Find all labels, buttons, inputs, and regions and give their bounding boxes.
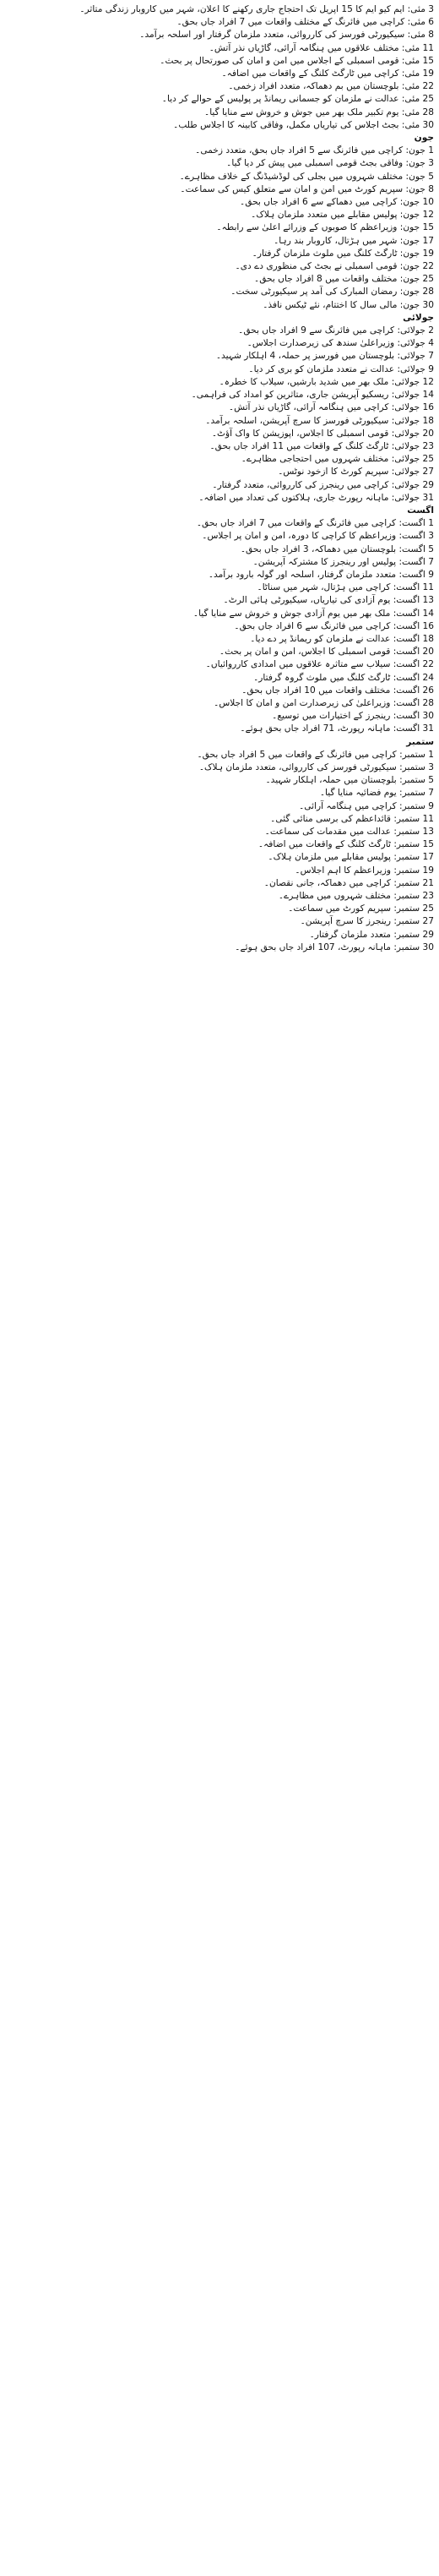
chronology-entry: 25 ستمبر: سپریم کورٹ میں سماعت۔ (288, 903, 434, 914)
month-heading: اگست (407, 505, 434, 516)
chronology-entry: 10 جون: کراچی میں دھماکے سے 6 افراد جاں بحق۔ (240, 197, 434, 208)
chronology-entry: 12 جون: پولیس مقابلے میں متعدد ملزمان ہلاک۔ (251, 210, 434, 221)
chronology-entry: 22 جون: قومی اسمبلی نے بجٹ کی منظوری دے دی۔ (235, 261, 434, 272)
chronology-entry: 11 مئی: مختلف علاقوں میں ہنگامہ آرائی، گاڑیاں نذر آتش۔ (209, 42, 434, 53)
chronology-entry: 20 اگست: قومی اسمبلی کا اجلاس، امن و امان پر بحث۔ (219, 647, 434, 658)
chronology-entry: 19 ستمبر: وزیراعظم کا اہم اجلاس۔ (295, 865, 434, 876)
month-heading: جون (414, 133, 434, 144)
chronology-entry: 26 اگست: مختلف واقعات میں 10 افراد جاں بحق۔ (241, 685, 434, 696)
chronology-entry: 20 جولائی: قومی اسمبلی کا اجلاس، اپوزیشن کا واک آؤٹ۔ (211, 428, 434, 439)
chronology-entry: 23 جولائی: ٹارگٹ کلنگ کے واقعات میں 11 افراد جاں بحق۔ (209, 440, 434, 451)
chronology-entry: 3 اگست: وزیراعظم کا کراچی کا دورہ، امن و امان پر اجلاس۔ (202, 531, 434, 542)
chronology-entry: 9 اگست: متعدد ملزمان گرفتار، اسلحہ اور گولہ بارود برآمد۔ (208, 569, 434, 580)
chronology-entry: 13 ستمبر: عدالت میں مقدمات کی سماعت۔ (264, 827, 434, 837)
chronology-entry: 25 جون: مختلف واقعات میں 8 افراد جاں بحق۔ (253, 274, 434, 285)
chronology-entry: 7 جولائی: بلوچستان میں فورسز پر حملہ، 4 اہلکار شہید۔ (215, 351, 434, 362)
chronology-entry: 9 ستمبر: کراچی میں ہنگامہ آرائی۔ (299, 800, 434, 811)
chronology-entry: 30 ستمبر: ماہانہ رپورٹ، 107 افراد جاں بحق ہوئے۔ (235, 941, 434, 952)
chronology-entry: 15 ستمبر: ٹارگٹ کلنگ کے واقعات میں اضافہ۔ (257, 839, 434, 850)
chronology-entry: 22 مئی: بلوچستان میں بم دھماکہ، متعدد افراد زخمی۔ (228, 81, 434, 92)
chronology-entry: 11 ستمبر: قائداعظم کی برسی منائی گئی۔ (270, 813, 434, 824)
chronology-entry: 27 ستمبر: رینجرز کا سرچ آپریشن۔ (300, 916, 434, 927)
chronology-entry: 17 ستمبر: پولیس مقابلے میں ملزمان ہلاک۔ (268, 852, 434, 863)
chronology-entry: 19 مئی: کراچی میں ٹارگٹ کلنگ کے واقعات میں اضافہ۔ (221, 68, 434, 79)
chronology-entry: 25 مئی: عدالت نے ملزمان کو جسمانی ریمانڈ پر پولیس کے حوالے کر دیا۔ (161, 94, 434, 105)
chronology-entry: 31 اگست: ماہانہ رپورٹ، 71 افراد جاں بحق ہوئے۔ (240, 723, 434, 734)
chronology-entry: 5 ستمبر: بلوچستان میں حملہ، اہلکار شہید۔ (265, 775, 434, 786)
chronology-entry: 28 جون: رمضان المبارک کی آمد پر سیکیورٹی سخت۔ (230, 287, 434, 297)
chronology-entry: 29 ستمبر: متعدد ملزمان گرفتار۔ (309, 929, 434, 940)
chronology-entry: 22 اگست: سیلاب سے متاثرہ علاقوں میں امدادی کارروائیاں۔ (205, 659, 434, 670)
chronology-entry: 7 اگست: پولیس اور رینجرز کا مشترکہ آپریشن۔ (252, 556, 434, 567)
chronology-entry: 23 ستمبر: مختلف شہروں میں مظاہرے۔ (278, 891, 434, 902)
chronology-entry: 21 ستمبر: کراچی میں دھماکہ، جانی نقصان۔ (263, 877, 434, 888)
chronology-entry: 8 جون: سپریم کورٹ میں امن و امان سے متعلق کیس کی سماعت۔ (180, 183, 434, 194)
chronology-entry: 7 ستمبر: یوم فضائیہ منایا گیا۔ (319, 788, 434, 799)
chronology-entry: 1 اگست: کراچی میں فائرنگ کے واقعات میں 7 افراد جاں بحق۔ (196, 518, 434, 529)
news-chronology (0, 0, 439, 954)
chronology-entry: 28 مئی: یوم تکبیر ملک بھر میں جوش و خروش سے منایا گیا۔ (203, 106, 434, 117)
chronology-entry: 29 جولائی: کراچی میں رینجرز کی کارروائی، متعدد گرفتار۔ (212, 479, 434, 490)
chronology-entry: 14 جولائی: ریسکیو آپریشن جاری، متاثرین کو امداد کی فراہمی۔ (191, 390, 434, 401)
chronology-entry: 16 جولائی: کراچی میں ہنگامہ آرائی، گاڑیاں نذر آتش۔ (228, 402, 434, 413)
chronology-entry: 4 جولائی: وزیراعلیٰ سندھ کی زیرصدارت اجلاس۔ (247, 338, 434, 349)
month-heading: ستمبر (406, 736, 434, 747)
chronology-entry: 25 جولائی: مختلف شہروں میں احتجاجی مظاہرے۔ (241, 454, 434, 465)
chronology-entry: 30 اگست: رینجرز کے اختیارات میں توسیع۔ (272, 711, 434, 722)
chronology-entry: 1 ستمبر: کراچی میں فائرنگ کے واقعات میں 5 افراد جاں بحق۔ (197, 749, 434, 760)
chronology-entry: 15 جون: وزیراعظم کا صوبوں کے وزرائے اعلیٰ سے رابطہ۔ (216, 222, 434, 233)
chronology-entry: 28 اگست: وزیراعلیٰ کی زیرصدارت امن و امان کا اجلاس۔ (214, 697, 434, 708)
chronology-entry: 18 جولائی: سیکیورٹی فورسز کا سرچ آپریشن، اسلحہ برآمد۔ (205, 415, 434, 426)
chronology-entry: 2 جولائی: کراچی میں فائرنگ سے 9 افراد جاں بحق۔ (238, 325, 434, 336)
chronology-entry: 18 اگست: عدالت نے ملزمان کو ریمانڈ پر دے دیا۔ (250, 633, 434, 644)
chronology-entry: 31 جولائی: ماہانہ رپورٹ جاری، ہلاکتوں کی تعداد میں اضافہ۔ (198, 492, 434, 503)
chronology-entry: 30 مئی: بجٹ اجلاس کی تیاریاں مکمل، وفاقی کابینہ کا اجلاس طلب۔ (173, 119, 434, 130)
chronology-entry: 27 جولائی: سپریم کورٹ کا ازخود نوٹس۔ (278, 467, 434, 478)
chronology-entry: 11 اگست: کراچی میں ہڑتال، شہر میں سناٹا۔ (257, 582, 434, 593)
chronology-entry: 15 مئی: قومی اسمبلی کے اجلاس میں امن و امان کی صورتحال پر بحث۔ (160, 55, 434, 66)
chronology-entry: 16 اگست: کراچی میں فائرنگ سے 6 افراد جاں بحق۔ (234, 620, 434, 631)
chronology-entry: 12 جولائی: ملک بھر میں شدید بارشیں، سیلاب کا خطرہ۔ (219, 376, 434, 387)
chronology-entry: 5 جون: مختلف شہروں میں بجلی کی لوڈشیڈنگ کے خلاف مظاہرے۔ (179, 171, 434, 182)
chronology-entry: 1 جون: کراچی میں فائرنگ سے 5 افراد جاں بحق، متعدد زخمی۔ (195, 145, 434, 156)
chronology-entry: 14 اگست: ملک بھر میں یوم آزادی جوش و خروش سے منایا گیا۔ (192, 608, 434, 619)
chronology-entry: 24 اگست: ٹارگٹ کلنگ میں ملوث گروہ گرفتار۔ (253, 672, 434, 683)
chronology-entry: 13 اگست: یوم آزادی کی تیاریاں، سیکیورٹی ہائی الرٹ۔ (223, 595, 434, 606)
chronology-entry: 9 جولائی: عدالت نے متعدد ملزمان کو بری کر دیا۔ (248, 363, 434, 374)
month-heading: جولائی (403, 312, 434, 323)
chronology-entry: 3 جون: وفاقی بجٹ قومی اسمبلی میں پیش کر دیا گیا۔ (226, 158, 434, 169)
chronology-entry: 17 جون: شہر میں ہڑتال، کاروبار بند رہا۔ (274, 235, 434, 246)
chronology-entry: 3 ستمبر: سیکیورٹی فورسز کی کارروائی، متعدد ملزمان ہلاک۔ (198, 761, 434, 772)
chronology-entry: 30 جون: مالی سال کا اختتام، نئے ٹیکس نافذ۔ (263, 299, 434, 310)
chronology-entry: 3 مئی: ایم کیو ایم کا 15 اپریل تک احتجاج جاری رکھنے کا اعلان، شہر میں کاروبار زندگی متاثر۔ (79, 4, 434, 14)
chronology-entry: 8 مئی: سیکیورٹی فورسز کی کارروائی، متعدد ملزمان گرفتار اور اسلحہ برآمد۔ (139, 30, 434, 41)
chronology-entry: 6 مئی: کراچی میں فائرنگ کے مختلف واقعات میں 7 افراد جاں بحق۔ (176, 17, 434, 28)
chronology-entry: 19 جون: ٹارگٹ کلنگ میں ملوث ملزمان گرفتار۔ (252, 248, 434, 259)
chronology-entry: 5 اگست: بلوچستان میں دھماکہ، 3 افراد جاں بحق۔ (240, 543, 434, 554)
